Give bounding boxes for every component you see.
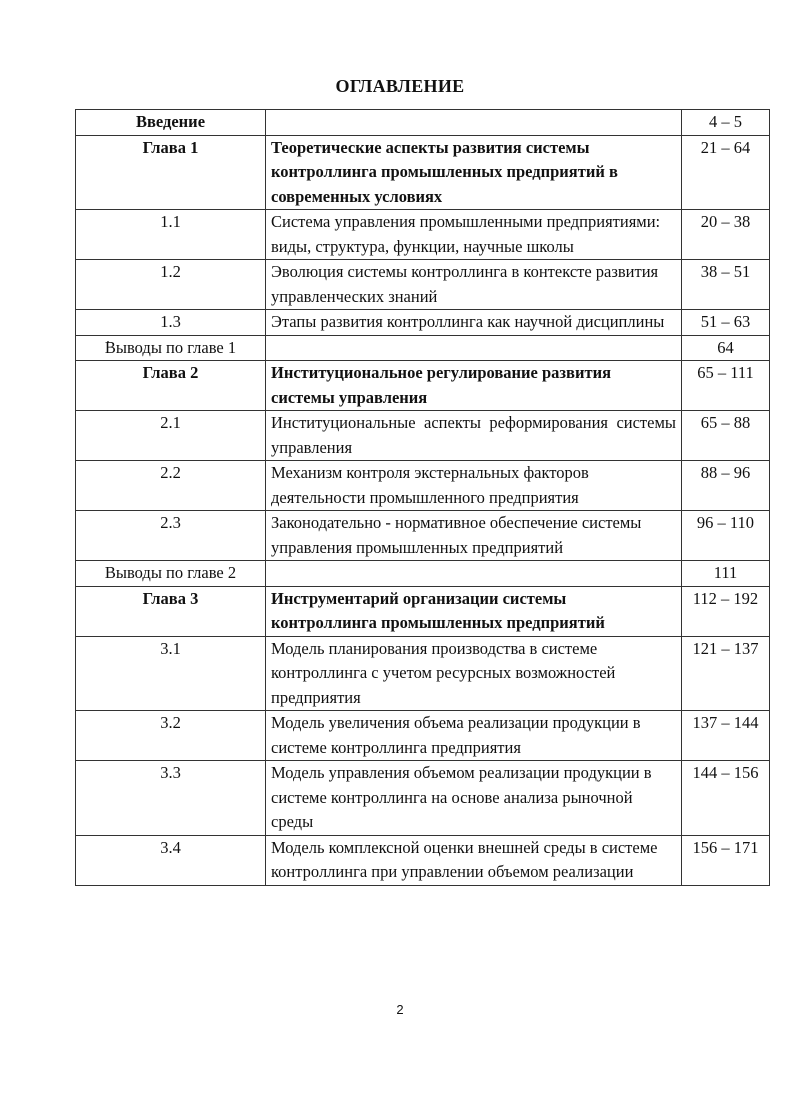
toc-row-number: 1.3: [76, 310, 266, 336]
toc-row-number: Глава 2: [76, 361, 266, 411]
toc-row-chapter-1: [76, 135, 770, 210]
toc-row-number: 1.2: [76, 260, 266, 310]
toc-row-pages: 111: [682, 561, 770, 587]
toc-row-title: [266, 110, 682, 136]
toc-table: [75, 109, 770, 886]
toc-row-section-2-1: [76, 411, 770, 461]
toc-row-title: Теоретические аспекты развития системы контроллинга промышленных предприятий в современных условиях: [266, 135, 682, 210]
toc-row-conclusions-2: [76, 561, 770, 587]
page-title: ОГЛАВЛЕНИЕ: [335, 76, 465, 96]
toc-row-title: Институциональное регулирование развития системы управления: [266, 361, 682, 411]
toc-row-title: Модель комплексной оценки внешней среды в системе контроллинга при управлении объемом реализации: [266, 835, 682, 885]
toc-row-title: Институциональные аспекты реформирования системы управления: [266, 411, 682, 461]
toc-row-title: Эволюция системы контроллинга в контексте развития управленческих знаний: [266, 260, 682, 310]
toc-row-number: Глава 3: [76, 586, 266, 636]
toc-row-section-1-2: [76, 260, 770, 310]
toc-row-pages: 121 – 137: [682, 636, 770, 711]
toc-row-intro: [76, 110, 770, 136]
toc-row-section-2-3: [76, 511, 770, 561]
toc-row-section-3-3: [76, 761, 770, 836]
toc-row-pages: 65 – 88: [682, 411, 770, 461]
toc-row-pages: 64: [682, 335, 770, 361]
toc-row-conclusions-1: [76, 335, 770, 361]
toc-row-number: 3.1: [76, 636, 266, 711]
toc-row-pages: 137 – 144: [682, 711, 770, 761]
toc-row-title: Модель увеличения объема реализации продукции в системе контроллинга предприятия: [266, 711, 682, 761]
toc-row-title: Модель планирования производства в системе контроллинга с учетом ресурсных возможностей предприятия: [266, 636, 682, 711]
toc-row-pages: 20 – 38: [682, 210, 770, 260]
toc-row-number: 3.3: [76, 761, 266, 836]
toc-row-pages: 96 – 110: [682, 511, 770, 561]
toc-row-section-1-3: [76, 310, 770, 336]
toc-row-pages: 144 – 156: [682, 761, 770, 836]
toc-row-section-1-1: [76, 210, 770, 260]
toc-row-section-3-1: [76, 636, 770, 711]
toc-row-pages: 112 – 192: [682, 586, 770, 636]
toc-row-pages: 65 – 111: [682, 361, 770, 411]
toc-row-number: 1.1: [76, 210, 266, 260]
toc-row-number: Выводы по главе 1: [76, 335, 266, 361]
toc-row-pages: 4 – 5: [682, 110, 770, 136]
toc-row-number: 3.2: [76, 711, 266, 761]
toc-row-section-2-2: [76, 461, 770, 511]
toc-row-number: 3.4: [76, 835, 266, 885]
toc-row-number: Выводы по главе 2: [76, 561, 266, 587]
toc-row-title: [266, 561, 682, 587]
toc-row-chapter-2: [76, 361, 770, 411]
toc-row-title: Законодательно - нормативное обеспечение системы управления промышленных предприятий: [266, 511, 682, 561]
toc-row-title: Этапы развития контроллинга как научной дисциплины: [266, 310, 682, 336]
toc-row-number: Введение: [76, 110, 266, 136]
toc-row-section-3-2: [76, 711, 770, 761]
toc-row-pages: 88 – 96: [682, 461, 770, 511]
toc-row-number: 2.3: [76, 511, 266, 561]
toc-row-pages: 21 – 64: [682, 135, 770, 210]
toc-row-pages: 38 – 51: [682, 260, 770, 310]
toc-row-title: [266, 335, 682, 361]
toc-row-number: 2.2: [76, 461, 266, 511]
toc-row-title: Механизм контроля экстернальных факторов деятельности промышленного предприятия: [266, 461, 682, 511]
toc-row-pages: 51 – 63: [682, 310, 770, 336]
page-number: 2: [396, 1002, 404, 1017]
toc-row-title: Инструментарий организации системы контроллинга промышленных предприятий: [266, 586, 682, 636]
toc-row-number: Глава 1: [76, 135, 266, 210]
toc-row-chapter-3: [76, 586, 770, 636]
toc-row-section-3-4: [76, 835, 770, 885]
toc-row-title: Система управления промышленными предприятиями: виды, структура, функции, научные школы: [266, 210, 682, 260]
toc-row-number: 2.1: [76, 411, 266, 461]
toc-row-pages: 156 – 171: [682, 835, 770, 885]
toc-row-title: Модель управления объемом реализации продукции в системе контроллинга на основе анализа рыночной среды: [266, 761, 682, 836]
